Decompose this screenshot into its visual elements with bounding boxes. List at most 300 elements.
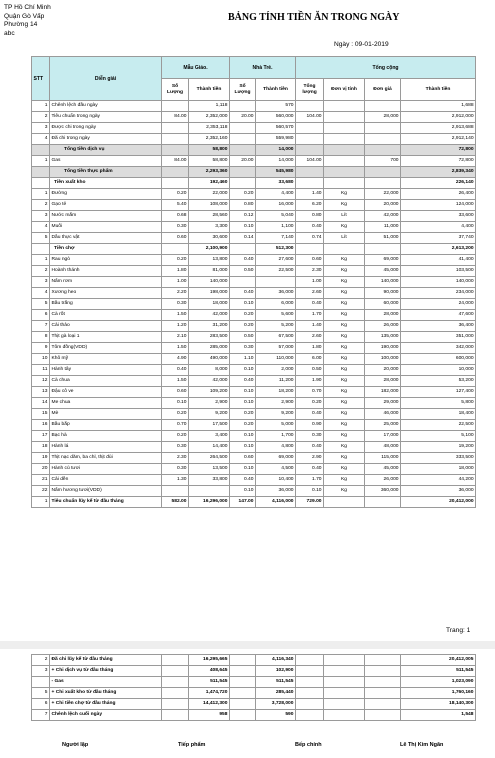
row-total-amount: 33,600 [401, 211, 476, 222]
row-unit [324, 666, 365, 677]
row-stt: 10 [32, 354, 50, 365]
row-unit-price: 42,000 [365, 211, 401, 222]
row-nt-amount: 4,116,000 [256, 497, 296, 508]
row-stt: 19 [32, 453, 50, 464]
row-total-amount: 1,760,160 [401, 688, 476, 699]
table-row [32, 475, 476, 486]
row-mg-quantity [162, 486, 189, 497]
row-mg-quantity: 0.30 [162, 442, 189, 453]
row-nt-amount: 110,000 [256, 354, 296, 365]
row-total-amount: 18,140,300 [401, 699, 476, 710]
row-total-amount: 18,400 [401, 409, 476, 420]
row-mg-amount: 285,000 [189, 343, 230, 354]
row-mg-quantity: 0.30 [162, 299, 189, 310]
row-nt-amount: 33,680 [256, 178, 296, 189]
row-nt-quantity: 0.20 [230, 420, 256, 431]
row-mg-amount: 192,460 [189, 178, 230, 189]
row-nt-amount: 545,980 [256, 167, 296, 178]
row-description: Nấm rơm [50, 277, 162, 288]
table-row [32, 332, 476, 343]
row-unit-price: 20,000 [365, 200, 401, 211]
row-unit-price [365, 497, 401, 508]
col-total-quantity: Tổng lượng [296, 79, 324, 101]
row-unit [324, 655, 365, 666]
row-nt-quantity: 0.10 [230, 222, 256, 233]
row-total-amount: 47,600 [401, 310, 476, 321]
row-description: Cà rốt [50, 310, 162, 321]
row-total-amount: 4,400 [401, 222, 476, 233]
row-nt-amount: 3,728,000 [256, 699, 296, 710]
row-total-quantity: 1.70 [296, 475, 324, 486]
row-mg-amount: 14,412,300 [189, 699, 230, 710]
row-mg-amount: 81,000 [189, 266, 230, 277]
row-mg-quantity: 1.50 [162, 310, 189, 321]
row-mg-quantity: 0.10 [162, 398, 189, 409]
row-stt: 21 [32, 475, 50, 486]
row-mg-amount: 3,400 [189, 431, 230, 442]
row-stt: 3 [32, 666, 50, 677]
row-mg-quantity [162, 666, 189, 677]
row-unit: Kg [324, 255, 365, 266]
table-row [32, 222, 476, 233]
row-total-quantity: 0.40 [296, 409, 324, 420]
col-unit-price: Đơn giá [365, 79, 401, 101]
row-unit-price: 11,000 [365, 222, 401, 233]
row-nt-amount: 18,200 [256, 387, 296, 398]
row-unit-price: 28,000 [365, 112, 401, 123]
row-nt-amount: 5,200 [256, 321, 296, 332]
row-total-amount: 351,000 [401, 332, 476, 343]
row-mg-quantity [162, 134, 189, 145]
row-mg-amount: 31,200 [189, 321, 230, 332]
row-nt-quantity [230, 167, 256, 178]
row-mg-amount: 264,500 [189, 453, 230, 464]
row-unit-price: 69,000 [365, 255, 401, 266]
row-total-quantity: 6.20 [296, 200, 324, 211]
row-nt-quantity: 1.10 [230, 354, 256, 365]
row-description: Nấm hương tươi(VDD) [50, 486, 162, 497]
row-total-quantity [296, 666, 324, 677]
row-nt-quantity [230, 244, 256, 255]
row-mg-amount: 33,800 [189, 475, 230, 486]
row-unit-price: 28,000 [365, 376, 401, 387]
table-row [32, 189, 476, 200]
col-group-kindergarten: Mẫu Giáo. [162, 57, 230, 79]
meal-cost-table [31, 56, 476, 508]
row-unit-price: 29,000 [365, 398, 401, 409]
row-unit-price: 182,000 [365, 387, 401, 398]
row-mg-quantity [162, 699, 189, 710]
table-row [32, 365, 476, 376]
row-nt-amount: 4,800 [256, 442, 296, 453]
row-mg-amount: 30,600 [189, 233, 230, 244]
row-stt: 22 [32, 486, 50, 497]
table-row [32, 178, 476, 189]
row-mg-amount: 408,645 [189, 666, 230, 677]
row-mg-quantity [162, 123, 189, 134]
table-row [32, 354, 476, 365]
row-stt: 20 [32, 464, 50, 475]
row-unit-price [365, 710, 401, 721]
row-total-amount: 19,200 [401, 442, 476, 453]
row-total-amount: 511,545 [401, 666, 476, 677]
row-mg-quantity: 0.70 [162, 420, 189, 431]
row-description: Hành củ tươi [50, 464, 162, 475]
row-total-amount: 2,913,688 [401, 123, 476, 134]
row-nt-quantity: 0.10 [230, 464, 256, 475]
table-row [32, 233, 476, 244]
row-nt-quantity [230, 655, 256, 666]
row-stt: 4 [32, 288, 50, 299]
row-total-amount: 1,023,090 [401, 677, 476, 688]
row-nt-quantity: 0.40 [230, 376, 256, 387]
row-total-amount: 2,613,200 [401, 244, 476, 255]
table-row [32, 699, 476, 710]
row-unit: Kg [324, 189, 365, 200]
row-mg-quantity: 0.40 [162, 365, 189, 376]
row-nt-amount: 1,700 [256, 431, 296, 442]
row-unit-price: 140,000 [365, 277, 401, 288]
table-row [32, 398, 476, 409]
row-mg-amount: 13,500 [189, 464, 230, 475]
row-description: Hoành thánh [50, 266, 162, 277]
row-nt-quantity: 147.00 [230, 497, 256, 508]
row-mg-amount: 16,296,000 [189, 497, 230, 508]
row-nt-quantity [230, 277, 256, 288]
row-nt-quantity: 0.60 [230, 453, 256, 464]
row-total-amount: 2,912,140 [401, 134, 476, 145]
row-mg-quantity [162, 178, 189, 189]
row-stt: 17 [32, 431, 50, 442]
row-mg-amount: 42,000 [189, 310, 230, 321]
row-total-quantity: 1.00 [296, 277, 324, 288]
row-nt-quantity: 0.80 [230, 200, 256, 211]
row-unit: Kg [324, 299, 365, 310]
row-total-quantity: 0.80 [296, 211, 324, 222]
row-nt-quantity: 0.10 [230, 398, 256, 409]
row-mg-quantity [162, 655, 189, 666]
signature-receiver: Tiếp phẩm [178, 742, 206, 748]
row-total-amount: 36,000 [401, 486, 476, 497]
row-total-amount: 24,000 [401, 299, 476, 310]
row-mg-amount: 18,000 [189, 299, 230, 310]
row-unit: Kg [324, 420, 365, 431]
table-row [32, 321, 476, 332]
row-unit-price: 360,000 [365, 486, 401, 497]
row-total-amount: 342,000 [401, 343, 476, 354]
row-total-amount: 600,000 [401, 354, 476, 365]
row-total-quantity [296, 123, 324, 134]
row-stt: 11 [32, 365, 50, 376]
row-unit: Kg [324, 453, 365, 464]
row-description: Tôm đồng(VDD) [50, 343, 162, 354]
row-description: Đường [50, 189, 162, 200]
row-stt: 3 [32, 211, 50, 222]
row-description: Tiền chợ [50, 244, 162, 255]
row-unit [324, 123, 365, 134]
row-mg-quantity: 1.00 [162, 277, 189, 288]
row-unit [324, 178, 365, 189]
row-mg-quantity [162, 677, 189, 688]
row-nt-quantity: 0.40 [230, 288, 256, 299]
row-unit-price: 60,000 [365, 299, 401, 310]
table-row [32, 123, 476, 134]
row-description: Thịt gà loại 1 [50, 332, 162, 343]
row-total-quantity [296, 134, 324, 145]
row-total-quantity: 0.60 [296, 255, 324, 266]
row-stt: 14 [32, 398, 50, 409]
row-mg-quantity: 84.00 [162, 156, 189, 167]
row-description: Đã chi lũy kế từ đầu tháng [50, 655, 162, 666]
row-total-quantity: 729.00 [296, 497, 324, 508]
row-nt-amount: 67,500 [256, 332, 296, 343]
row-nt-amount: 16,000 [256, 200, 296, 211]
row-total-amount: 36,400 [401, 321, 476, 332]
row-total-quantity: 6.00 [296, 354, 324, 365]
row-nt-quantity: 0.20 [230, 409, 256, 420]
row-nt-amount: 102,900 [256, 666, 296, 677]
row-nt-quantity: 0.10 [230, 442, 256, 453]
row-mg-amount: 2,352,000 [189, 112, 230, 123]
row-unit-price: 135,000 [365, 332, 401, 343]
col-nt-amount: Thành tiền [256, 79, 296, 101]
table-row [32, 376, 476, 387]
row-nt-quantity: 0.20 [230, 189, 256, 200]
row-unit-price [365, 145, 401, 156]
table-row [32, 101, 476, 112]
row-nt-amount: 560,570 [256, 123, 296, 134]
row-mg-quantity: 1.30 [162, 475, 189, 486]
row-unit: Lít [324, 233, 365, 244]
row-mg-amount: 109,200 [189, 387, 230, 398]
row-mg-amount: 42,000 [189, 376, 230, 387]
row-nt-quantity: 0.10 [230, 365, 256, 376]
row-total-quantity [296, 710, 324, 721]
row-nt-amount: 5,000 [256, 420, 296, 431]
row-stt: 5 [32, 299, 50, 310]
row-unit: Lít [324, 211, 365, 222]
row-nt-quantity: 0.14 [230, 233, 256, 244]
row-unit: Kg [324, 475, 365, 486]
row-mg-quantity: 0.68 [162, 211, 189, 222]
row-unit-price [365, 244, 401, 255]
row-nt-quantity [230, 688, 256, 699]
row-mg-quantity: 1.20 [162, 321, 189, 332]
row-stt [32, 178, 50, 189]
row-total-quantity: 1.90 [296, 376, 324, 387]
row-stt: 13 [32, 387, 50, 398]
city-line: TP Hồ Chí Minh [4, 4, 51, 11]
row-nt-quantity [230, 101, 256, 112]
signature-principal: Lê Thị Kim Ngân [400, 742, 444, 748]
row-description: Me chua [50, 398, 162, 409]
row-total-amount: 5,100 [401, 431, 476, 442]
row-nt-quantity: 20.00 [230, 156, 256, 167]
row-nt-quantity: 0.12 [230, 211, 256, 222]
row-total-quantity: 0.40 [296, 222, 324, 233]
row-mg-quantity: 0.20 [162, 189, 189, 200]
row-unit-price [365, 134, 401, 145]
row-mg-amount: 28,560 [189, 211, 230, 222]
row-total-amount: 18,000 [401, 464, 476, 475]
report-date: Ngày : 09-01-2019 [334, 41, 389, 48]
col-group-total: Tổng cộng [296, 57, 476, 79]
table-row [32, 497, 476, 508]
row-stt [32, 145, 50, 156]
row-description: + Chi tiền chợ từ đầu tháng [50, 699, 162, 710]
row-total-quantity: 2.30 [296, 266, 324, 277]
table-row [32, 200, 476, 211]
row-unit: Kg [324, 354, 365, 365]
row-nt-amount: 4,116,340 [256, 655, 296, 666]
row-unit-price: 26,000 [365, 475, 401, 486]
row-description: Được chi trong ngày [50, 123, 162, 134]
row-mg-amount: 1,474,720 [189, 688, 230, 699]
row-nt-quantity: 0.30 [230, 343, 256, 354]
row-stt [32, 244, 50, 255]
row-mg-quantity: 5.40 [162, 200, 189, 211]
table-row [32, 134, 476, 145]
org-header [4, 4, 51, 38]
row-stt: 2 [32, 655, 50, 666]
page-separator [0, 641, 495, 649]
signature-head-cook: Bếp chính [295, 742, 322, 748]
row-total-quantity [296, 167, 324, 178]
row-unit-price: 25,000 [365, 420, 401, 431]
table-row [32, 688, 476, 699]
row-description: Nước mắm [50, 211, 162, 222]
row-total-quantity: 1.40 [296, 321, 324, 332]
row-stt: 7 [32, 710, 50, 721]
row-unit-price [365, 677, 401, 688]
row-stt: 4 [32, 134, 50, 145]
row-nt-quantity: 0.50 [230, 332, 256, 343]
row-nt-amount: 7,140 [256, 233, 296, 244]
row-unit: Kg [324, 376, 365, 387]
row-nt-quantity [230, 710, 256, 721]
row-description: Cà chua [50, 376, 162, 387]
row-mg-quantity [162, 688, 189, 699]
row-total-quantity [296, 244, 324, 255]
row-mg-amount: 8,000 [189, 365, 230, 376]
row-stt: 1 [32, 497, 50, 508]
row-total-quantity: 1.40 [296, 189, 324, 200]
row-description: Đậu cô ve [50, 387, 162, 398]
row-total-quantity: 0.90 [296, 420, 324, 431]
row-description: Rau ngò [50, 255, 162, 266]
row-unit: Kg [324, 486, 365, 497]
row-unit-price: 45,000 [365, 464, 401, 475]
row-nt-amount: 560,000 [256, 112, 296, 123]
row-total-quantity [296, 677, 324, 688]
row-description: - Gas [50, 677, 162, 688]
row-unit [324, 156, 365, 167]
signature-preparer: Người lập [62, 742, 89, 748]
row-unit: Kg [324, 200, 365, 211]
row-description: Bầu bắp [50, 420, 162, 431]
row-description: Tiền xuất kho [50, 178, 162, 189]
row-stt: 5 [32, 233, 50, 244]
row-stt: 1 [32, 255, 50, 266]
row-unit-price: 700 [365, 156, 401, 167]
row-mg-quantity: 4.90 [162, 354, 189, 365]
row-unit-price: 22,000 [365, 189, 401, 200]
row-total-quantity: 0.30 [296, 431, 324, 442]
row-total-quantity: 1.80 [296, 343, 324, 354]
row-mg-amount: 198,000 [189, 288, 230, 299]
row-mg-amount: 1,118 [189, 101, 230, 112]
row-mg-amount: 2,352,160 [189, 134, 230, 145]
row-total-amount: 333,500 [401, 453, 476, 464]
col-total-amount: Thành tiền [401, 79, 476, 101]
row-total-quantity: 104.00 [296, 112, 324, 123]
row-mg-quantity: 1.80 [162, 266, 189, 277]
row-description: + Chi dịch vụ từ đầu tháng [50, 666, 162, 677]
row-unit [324, 677, 365, 688]
row-description: Cải thảo [50, 321, 162, 332]
row-stt: 2 [32, 266, 50, 277]
table-row [32, 677, 476, 688]
ward-line: Phường 14 [4, 21, 38, 29]
row-stt: 1 [32, 101, 50, 112]
row-total-amount: 127,400 [401, 387, 476, 398]
row-description: Muối [50, 222, 162, 233]
row-description: Tổng tiền dịch vụ [50, 145, 162, 156]
row-description: Hành tây [50, 365, 162, 376]
col-description: Diễn giải [50, 57, 162, 101]
row-unit-price [365, 123, 401, 134]
table-row [32, 299, 476, 310]
row-mg-quantity: 2.30 [162, 453, 189, 464]
row-stt: 2 [32, 200, 50, 211]
row-unit-price [365, 655, 401, 666]
row-mg-quantity: 0.60 [162, 233, 189, 244]
row-mg-quantity: 0.60 [162, 387, 189, 398]
table-row [32, 431, 476, 442]
row-unit: Kg [324, 310, 365, 321]
row-unit [324, 497, 365, 508]
row-stt: 8 [32, 332, 50, 343]
row-total-amount: 20,412,005 [401, 655, 476, 666]
table-row [32, 710, 476, 721]
row-total-amount: 234,000 [401, 288, 476, 299]
row-description: Dầu thực vật [50, 233, 162, 244]
table-row [32, 277, 476, 288]
row-total-quantity: 2.90 [296, 453, 324, 464]
col-stt: STT [32, 57, 50, 101]
row-stt: 12 [32, 376, 50, 387]
row-mg-quantity: 0.20 [162, 255, 189, 266]
row-total-quantity: 0.70 [296, 387, 324, 398]
row-total-amount: 44,200 [401, 475, 476, 486]
table-row [32, 409, 476, 420]
row-unit: Kg [324, 398, 365, 409]
row-nt-quantity: 0.10 [230, 299, 256, 310]
row-stt: 5 [32, 688, 50, 699]
row-mg-amount: 9,200 [189, 409, 230, 420]
col-mg-quantity: Số Lượng [162, 79, 189, 101]
row-total-quantity: 0.40 [296, 442, 324, 453]
row-description: Đã chi trong ngày [50, 134, 162, 145]
row-total-amount: 2,839,340 [401, 167, 476, 178]
row-unit [324, 134, 365, 145]
row-unit-price: 100,000 [365, 354, 401, 365]
row-description: Chênh lệch cuối ngày [50, 710, 162, 721]
row-total-quantity [296, 178, 324, 189]
row-unit [324, 688, 365, 699]
row-unit: Kg [324, 442, 365, 453]
row-total-quantity: 0.10 [296, 486, 324, 497]
